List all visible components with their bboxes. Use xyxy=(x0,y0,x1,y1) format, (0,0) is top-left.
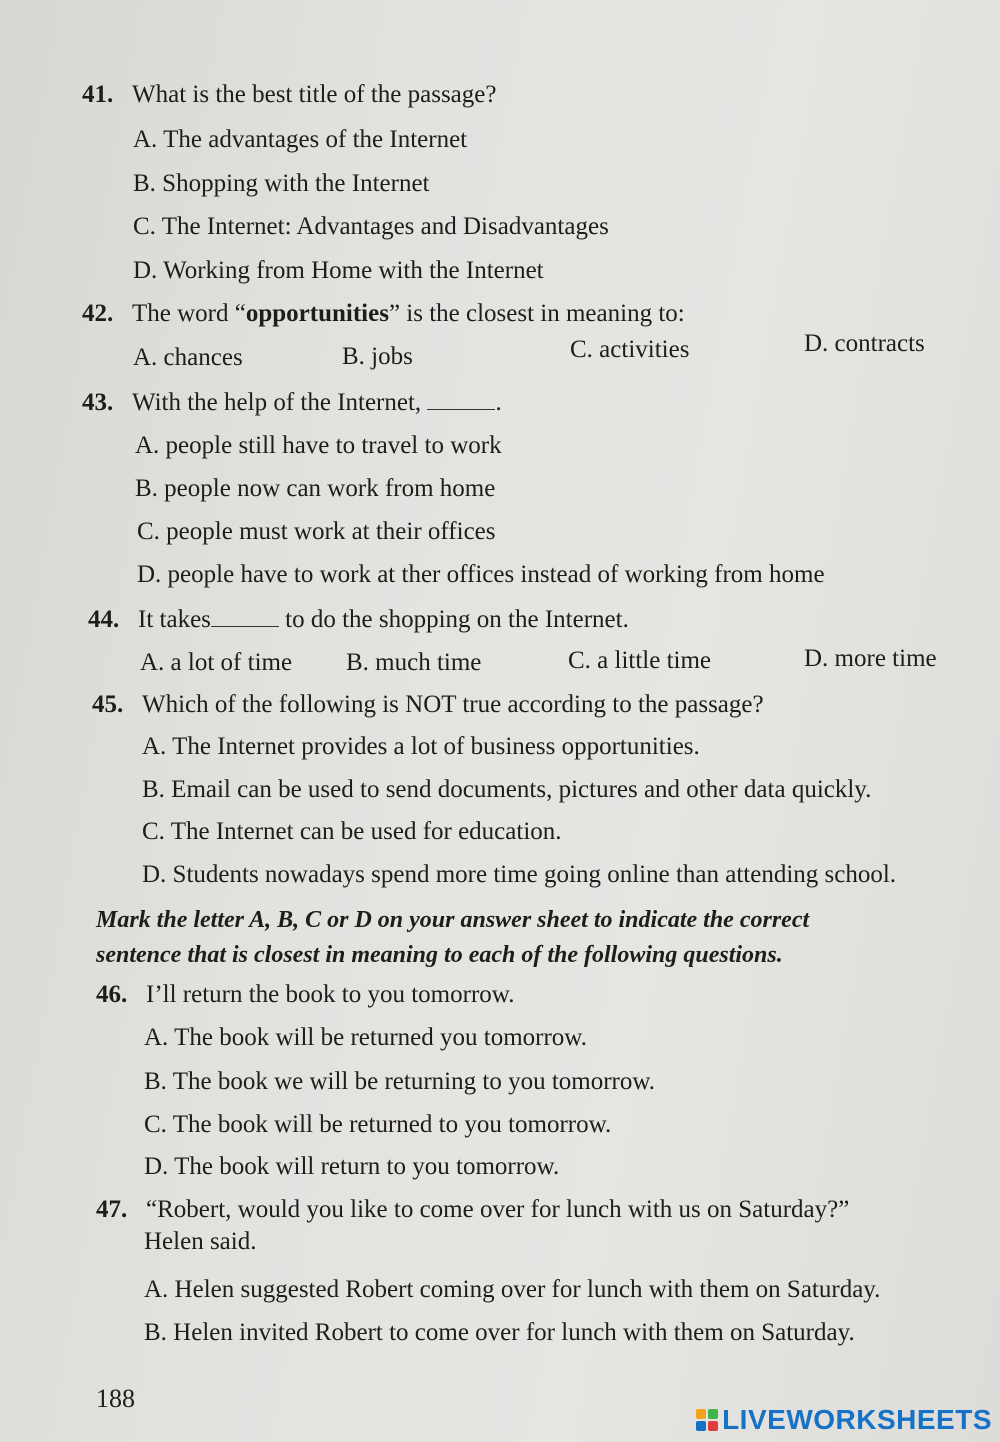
question-stem-after: ” is the closest in meaning to: xyxy=(388,300,685,327)
question-47 xyxy=(96,1195,849,1225)
question-46 xyxy=(96,980,514,1010)
option-46-b[interactable]: B. The book we will be returning to you tomorrow. xyxy=(144,1068,656,1095)
question-stem: I’ll return the book to you tomorrow. xyxy=(146,981,515,1008)
question-stem-before: The word “ xyxy=(132,300,246,327)
question-number: 46. xyxy=(96,981,128,1008)
option-43-c[interactable]: C. people must work at their offices xyxy=(137,518,496,545)
option-43-b[interactable]: B. people now can work from home xyxy=(135,475,496,502)
option-45-b[interactable]: B. Email can be used to send documents, pictures and other data quickly. xyxy=(142,776,872,803)
option-44-b[interactable]: B. much time xyxy=(346,649,482,676)
option-47-b[interactable]: B. Helen invited Robert to come over for lunch with them on Saturday. xyxy=(144,1319,855,1346)
section-instruction-line2: sentence that is closest in meaning to each of the following questions. xyxy=(96,942,783,968)
option-41-a[interactable]: A. The advantages of the Internet xyxy=(133,126,468,153)
option-45-c[interactable]: C. The Internet can be used for education. xyxy=(142,818,562,845)
option-45-a[interactable]: A. The Internet provides a lot of business opportunities. xyxy=(142,733,700,760)
section-instruction-line1: Mark the letter A, B, C or D on your answer sheet to indicate the correct xyxy=(96,907,810,933)
answer-blank xyxy=(211,604,279,627)
answer-blank xyxy=(427,387,495,410)
question-44 xyxy=(88,604,629,635)
option-41-b[interactable]: B. Shopping with the Internet xyxy=(133,170,430,197)
question-stem: Which of the following is NOT true according to the passage? xyxy=(142,691,764,718)
question-42 xyxy=(82,299,685,329)
page-number: 188 xyxy=(96,1384,135,1413)
question-47-stem-line2: Helen said. xyxy=(144,1228,257,1255)
option-41-c[interactable]: C. The Internet: Advantages and Disadvantages xyxy=(133,213,609,240)
option-46-d[interactable]: D. The book will return to you tomorrow. xyxy=(144,1153,560,1180)
option-42-c[interactable]: C. activities xyxy=(570,336,690,363)
option-46-c[interactable]: C. The book will be returned to you tomorrow. xyxy=(144,1111,612,1138)
question-43 xyxy=(82,387,502,418)
option-42-b[interactable]: B. jobs xyxy=(342,343,413,370)
question-stem-keyword: opportunities xyxy=(245,300,389,327)
question-number: 47. xyxy=(96,1196,128,1223)
option-44-a[interactable]: A. a lot of time xyxy=(140,649,293,676)
liveworksheets-logo-icon xyxy=(696,1409,718,1431)
question-stem-after: . xyxy=(495,389,502,416)
option-44-d[interactable]: D. more time xyxy=(804,645,937,672)
option-42-a[interactable]: A. chances xyxy=(133,344,243,371)
question-number: 45. xyxy=(92,691,124,718)
question-stem: With the help of the Internet, xyxy=(132,389,422,416)
question-number: 44. xyxy=(88,606,120,633)
option-45-d[interactable]: D. Students nowadays spend more time going online than attending school. xyxy=(142,861,897,888)
option-44-c[interactable]: C. a little time xyxy=(568,647,712,674)
option-42-d[interactable]: D. contracts xyxy=(804,330,925,357)
question-stem: “Robert, would you like to come over for lunch with us on Saturday?” xyxy=(146,1196,850,1223)
question-stem: It takes xyxy=(138,606,211,633)
question-45 xyxy=(92,690,764,720)
option-41-d[interactable]: D. Working from Home with the Internet xyxy=(133,257,544,284)
option-43-d[interactable]: D. people have to work at ther offices instead of working from home xyxy=(137,561,825,588)
question-number: 41. xyxy=(82,81,114,108)
question-41 xyxy=(82,80,496,110)
watermark-text: LIVEWORKSHEETS xyxy=(722,1404,992,1435)
question-number: 42. xyxy=(82,300,114,327)
question-stem-after: to do the shopping on the Internet. xyxy=(285,606,629,633)
question-number: 43. xyxy=(82,389,114,416)
option-47-a[interactable]: A. Helen suggested Robert coming over for lunch with them on Saturday. xyxy=(144,1276,881,1303)
option-46-a[interactable]: A. The book will be returned you tomorrow. xyxy=(144,1024,587,1051)
question-stem: What is the best title of the passage? xyxy=(132,81,497,108)
option-43-a[interactable]: A. people still have to travel to work xyxy=(135,432,502,459)
liveworksheets-watermark xyxy=(696,1404,992,1436)
